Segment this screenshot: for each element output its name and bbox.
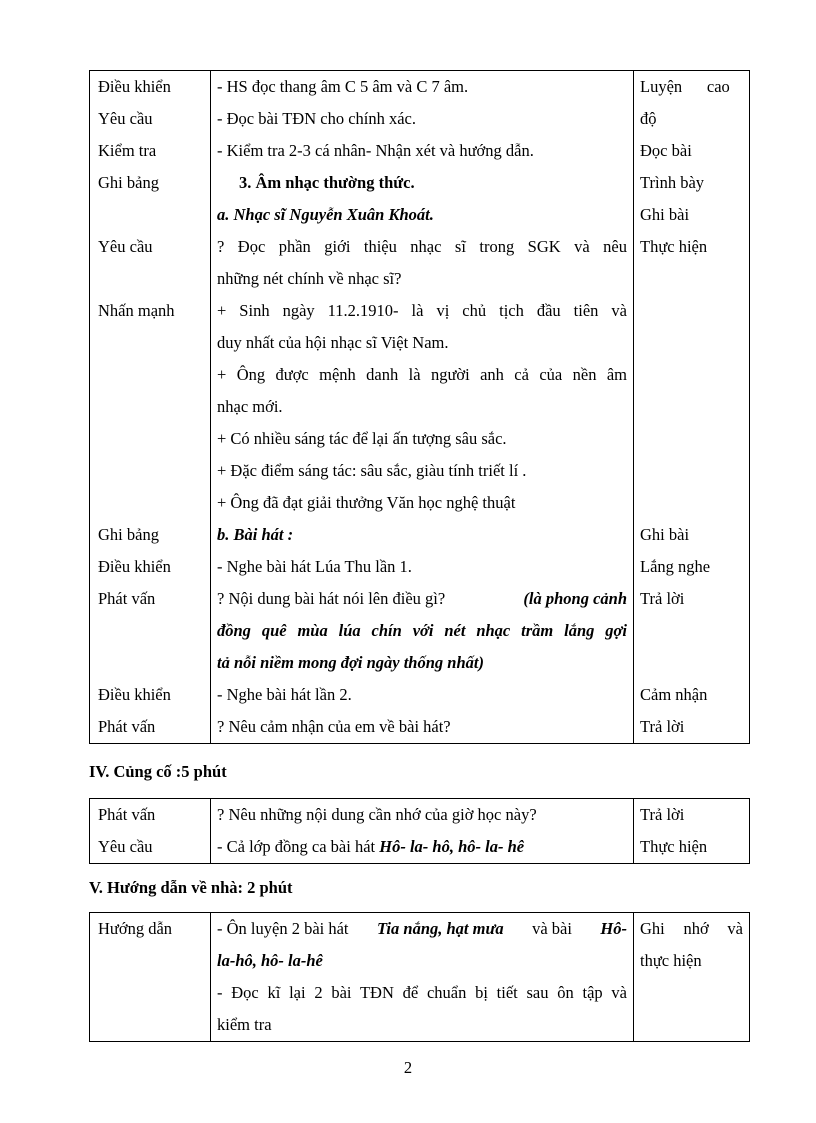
role-cell xyxy=(90,359,210,391)
note-cell: Thực hiện xyxy=(640,837,708,856)
lesson-activity-table xyxy=(89,70,750,744)
note-cell xyxy=(634,359,749,391)
note-cell: độ xyxy=(640,109,657,128)
content-line: ? Nêu những nội dung cần nhớ của giờ học này? xyxy=(217,805,537,824)
content-line: - Nghe bài hát lần 2. xyxy=(217,685,352,704)
content-column xyxy=(211,799,634,864)
note-cell: Ghi bài xyxy=(640,205,690,224)
role-cell xyxy=(90,327,210,359)
note-cell: Ghi nhớ và xyxy=(640,919,743,938)
subsection-title: b. Bài hát : xyxy=(217,525,294,544)
note-cell xyxy=(634,615,749,647)
note-cell: Trả lời xyxy=(640,589,685,608)
content-line: những nét chính về nhạc sĩ? xyxy=(217,269,402,288)
content-text: - Ôn luyện 2 bài hát xyxy=(217,919,349,938)
note-cell xyxy=(634,647,749,679)
role-cell xyxy=(90,487,210,519)
content-line xyxy=(211,831,633,863)
note-cell xyxy=(634,423,749,455)
song-title: Tia nắng, hạt mưa xyxy=(376,919,504,938)
note-cell: Trả lời xyxy=(640,717,685,736)
role-cell: Yêu cầu xyxy=(98,237,153,256)
note-cell: Ghi bài xyxy=(640,525,690,544)
note-cell: Cảm nhận xyxy=(640,685,708,704)
role-cell: Điều khiển xyxy=(98,77,171,96)
note-cell xyxy=(634,327,749,359)
content-line: ? Nêu cảm nhận của em về bài hát? xyxy=(217,717,451,736)
content-line: - Đọc bài TĐN cho chính xác. xyxy=(217,109,417,128)
content-line: kiểm tra xyxy=(217,1015,272,1034)
question-text: ? Nội dung bài hát nói lên điều gì? xyxy=(217,589,446,608)
role-cell: Ghi bảng xyxy=(98,173,159,192)
content-line: - HS đọc thang âm C 5 âm và C 7 âm. xyxy=(217,77,469,96)
note-cell: Luyện cao xyxy=(640,77,730,96)
role-column xyxy=(90,913,211,1042)
content-line xyxy=(211,913,633,945)
section-heading-consolidation: IV. Củng cố :5 phút xyxy=(89,762,227,781)
role-cell xyxy=(90,199,210,231)
answer-text: (là phong cảnh xyxy=(523,589,627,608)
notes-column xyxy=(634,799,750,864)
content-text: - Cả lớp đồng ca bài hát xyxy=(217,837,376,856)
song-title: Hô- xyxy=(600,919,627,938)
role-cell: Kiểm tra xyxy=(98,141,157,160)
role-cell: Điều khiển xyxy=(98,557,171,576)
content-column xyxy=(211,71,634,744)
role-cell xyxy=(90,263,210,295)
role-cell: Nhấn mạnh xyxy=(98,301,175,320)
section-heading-homework: V. Hướng dẫn về nhà: 2 phút xyxy=(89,878,293,897)
note-cell: thực hiện xyxy=(640,951,702,970)
note-cell xyxy=(634,263,749,295)
role-cell: Phát vấn xyxy=(98,717,156,736)
note-cell: Đọc bài xyxy=(640,141,692,160)
content-line: - Đọc kĩ lại 2 bài TĐN để chuẩn bị tiết sau ôn tập và xyxy=(217,983,627,1002)
content-line: - Kiểm tra 2-3 cá nhân- Nhận xét và hướng dẫn. xyxy=(217,141,534,160)
role-cell: Phát vấn xyxy=(98,805,156,824)
role-cell: Ghi bảng xyxy=(98,525,159,544)
note-cell: Thực hiện xyxy=(640,237,708,256)
content-column xyxy=(211,913,634,1042)
role-cell: Yêu cầu xyxy=(98,837,153,856)
role-cell xyxy=(90,615,210,647)
role-cell xyxy=(90,391,210,423)
content-line: nhạc mới. xyxy=(217,397,283,416)
content-line xyxy=(211,583,633,615)
note-cell: Trả lời xyxy=(640,805,685,824)
role-cell: Điều khiển xyxy=(98,685,171,704)
role-cell xyxy=(90,455,210,487)
content-line: duy nhất của hội nhạc sĩ Việt Nam. xyxy=(217,333,449,352)
note-cell xyxy=(634,391,749,423)
content-line: + Sinh ngày 11.2.1910- là vị chủ tịch đầu tiên và xyxy=(217,301,627,320)
content-line: - Nghe bài hát Lúa Thu lần 1. xyxy=(217,557,412,576)
song-title: la-hô, hô- la-hê xyxy=(217,951,323,970)
answer-text: đồng quê mùa lúa chín với nét nhạc trầm lắng gợi xyxy=(217,621,627,640)
consolidation-table xyxy=(89,798,750,864)
role-column xyxy=(90,71,211,744)
note-cell xyxy=(634,455,749,487)
note-cell xyxy=(634,295,749,327)
role-cell: Hướng dẫn xyxy=(98,919,173,938)
content-text: và bài xyxy=(532,919,572,938)
content-line: + Ông được mệnh danh là người anh cả của nền âm xyxy=(217,365,627,384)
role-cell xyxy=(90,423,210,455)
homework-table xyxy=(89,912,750,1042)
answer-text: tả nỗi niềm mong đợi ngày thống nhất) xyxy=(217,653,484,672)
notes-column xyxy=(634,71,750,744)
content-line: ? Đọc phần giới thiệu nhạc sĩ trong SGK và nêu xyxy=(217,237,627,256)
content-line: + Có nhiều sáng tác để lại ấn tượng sâu sắc. xyxy=(217,429,507,448)
page-number: 2 xyxy=(403,1058,413,1077)
role-cell: Yêu cầu xyxy=(98,109,153,128)
song-title: Hô- la- hô, hô- la- hê xyxy=(379,837,525,856)
note-cell: Trình bày xyxy=(640,173,705,192)
subsection-title: a. Nhạc sĩ Nguyễn Xuân Khoát. xyxy=(217,205,434,224)
notes-column xyxy=(634,913,750,1042)
note-cell: Lắng nghe xyxy=(640,557,711,576)
role-column xyxy=(90,799,211,864)
note-cell xyxy=(634,487,749,519)
role-cell xyxy=(90,647,210,679)
role-cell: Phát vấn xyxy=(98,589,156,608)
content-line: + Đặc điểm sáng tác: sâu sắc, giàu tính triết lí . xyxy=(217,461,527,480)
section-title: 3. Âm nhạc thường thức. xyxy=(239,173,415,192)
content-line: + Ông đã đạt giải thưởng Văn học nghệ thuật xyxy=(217,493,516,512)
